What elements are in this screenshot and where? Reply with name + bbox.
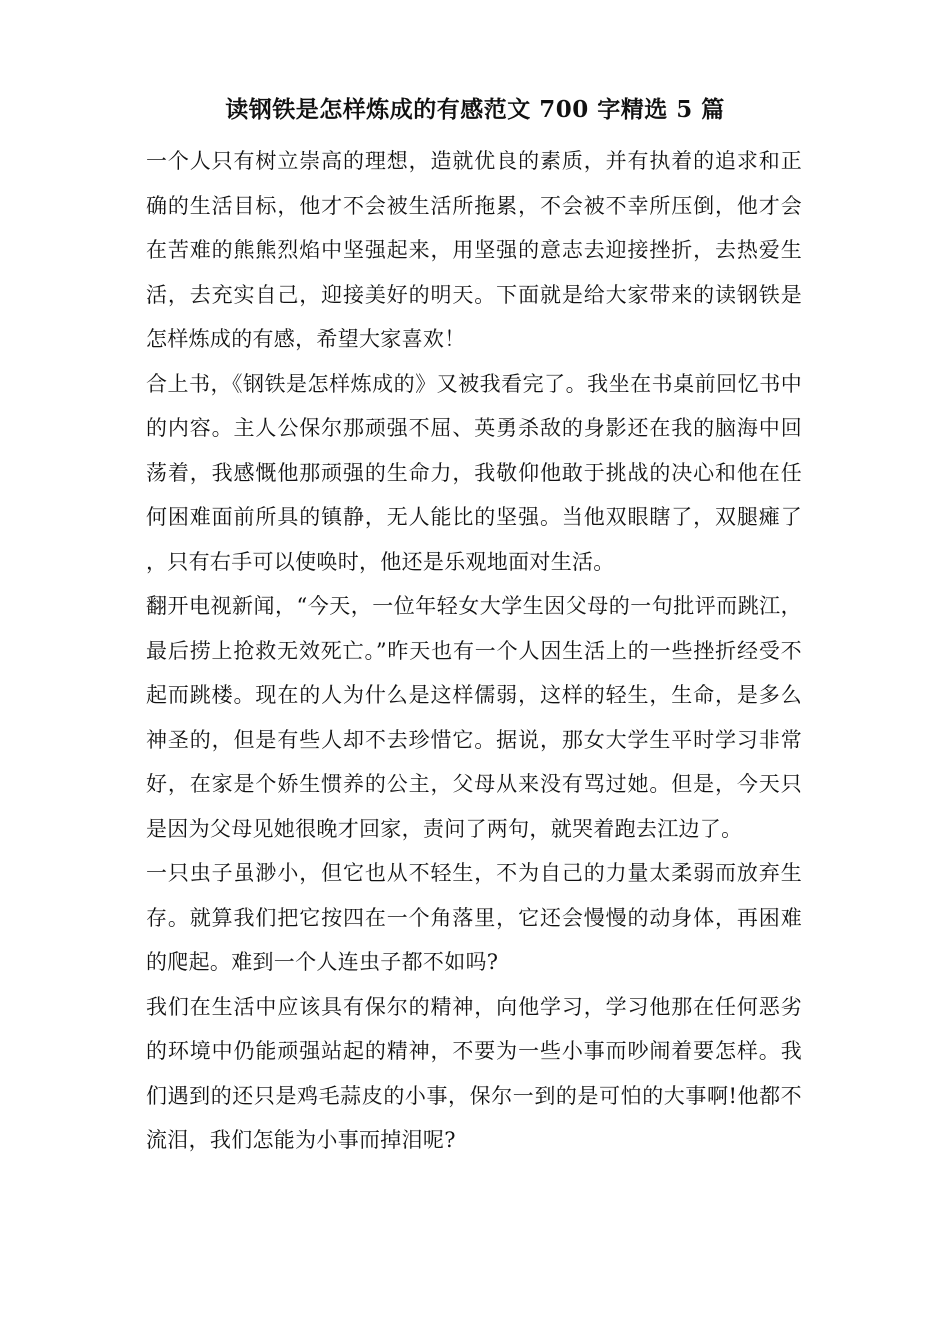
paragraph-intro: 一个人只有树立崇高的理想，造就优良的素质，并有执着的追求和正确的生活目标，他才不会被生活所拖累，不会被不幸所压倒，他才会在苦难的熊熊烈焰中坚强起来，用坚强的意志去迎接挫折，去热爱生活，去充实自己，迎接美好的明天。下面就是给大家带来的读钢铁是怎样炼成的有感，希望大家喜欢！ xyxy=(146,149,802,351)
paragraph-insect: 一只虫子虽渺小，但它也从不轻生，不为自己的力量太柔弱而放弃生存。就算我们把它按四在一个角落里，它还会慢慢的动身体，再困难的爬起。难到一个人连虫子都不如吗? xyxy=(146,861,802,974)
document-title: 读钢铁是怎样炼成的有感范文 700 字精选 5 篇 xyxy=(225,96,725,123)
paragraph-book-reflection: 合上书，《钢铁是怎样炼成的》又被我看完了。我坐在书桌前回忆书中的内容。主人公保尔那顽强不屈、英勇杀敌的身影还在我的脑海中回荡着，我感慨他那顽强的生命力，我敬仰他敢于挑战的决心和他在任何困难面前所具的镇静，无人能比的坚强。当他双眼瞎了，双腿瘫了，只有右手可以使唤时，他还是乐观地面对生活。 xyxy=(146,371,802,574)
paragraph-conclusion: 我们在生活中应该具有保尔的精神，向他学习，学习他那在任何恶劣的环境中仍能顽强站起的精神，不要为一些小事而吵闹着要怎样。我们遇到的还只是鸡毛蒜皮的小事，保尔一到的是可怕的大事啊!他都不流泪，我们怎能为小事而掉泪呢? xyxy=(146,994,802,1152)
paragraph-news: 翻开电视新闻，“今天，一位年轻女大学生因父母的一句批评而跳江，最后捞上抢救无效死亡。”昨天也有一个人因生活上的一些挫折经受不起而跳楼。现在的人为什么是这样儒弱，这样的轻生，生命，是多么神圣的，但是有些人却不去珍惜它。据说，那女大学生平时学习非常好，在家是个娇生惯养的公主，父母从来没有骂过她。但是，今天只是因为父母见她很晚才回家，责问了两句，就哭着跑去江边了。 xyxy=(146,594,802,841)
document-body xyxy=(146,139,802,1163)
